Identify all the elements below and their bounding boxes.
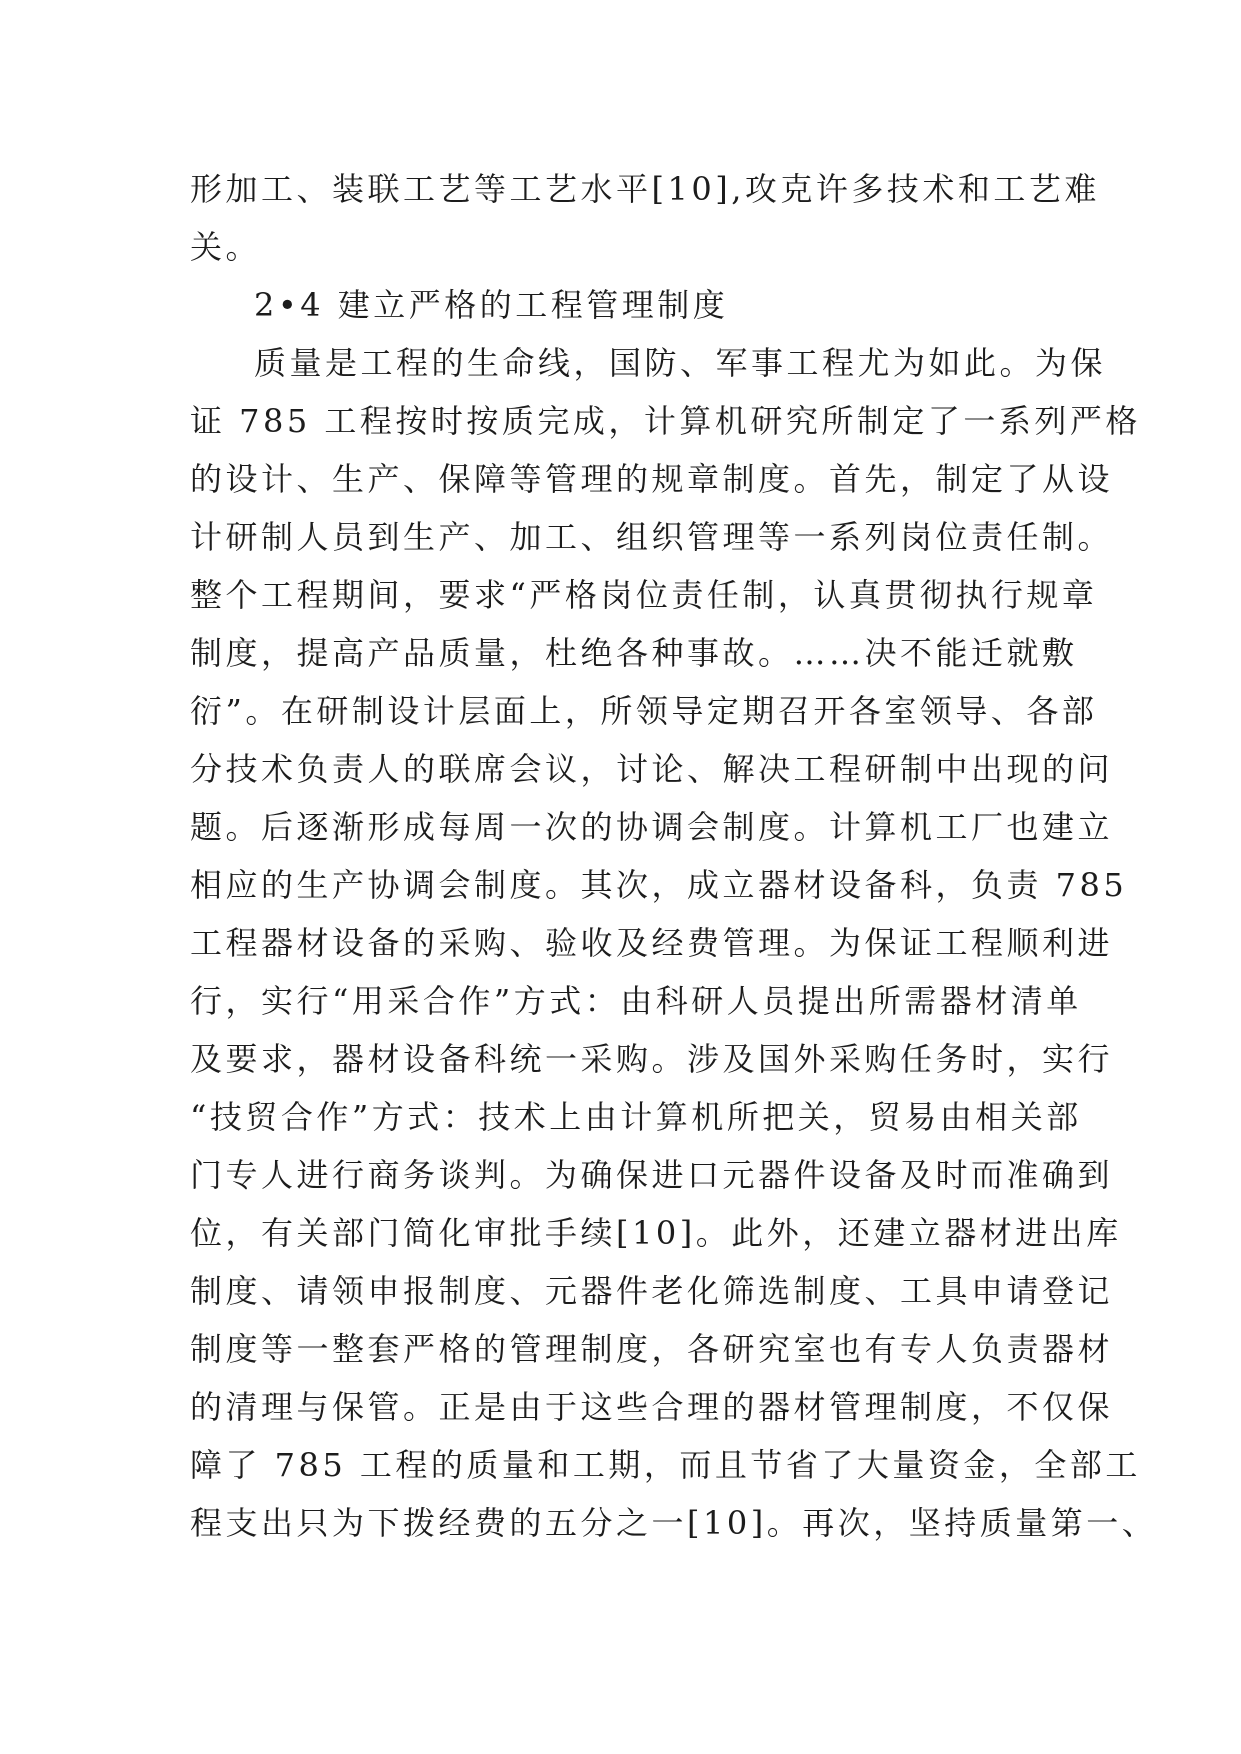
text-line: 证 785 工程按时按质完成，计算机研究所制定了一系列严格 (190, 402, 1141, 440)
text-line: 位，有关部门简化审批手续[10]。此外，还建立器材进出库 (190, 1214, 1122, 1252)
text-line: “技贸合作”方式：技术上由计算机所把关，贸易由相关部 (190, 1098, 1082, 1136)
paragraph-start-line: 质量是工程的生命线，国防、军事工程尤为如此。为保 (254, 344, 1107, 382)
text-line: 的设计、生产、保障等管理的规章制度。首先，制定了从设 (190, 460, 1114, 498)
text-line: 工程器材设备的采购、验收及经费管理。为保证工程顺利进 (190, 924, 1114, 962)
body-text (190, 160, 1158, 1552)
text-line: 制度等一整套严格的管理制度，各研究室也有专人负责器材 (190, 1330, 1114, 1368)
text-line: 障了 785 工程的质量和工期，而且节省了大量资金，全部工 (190, 1446, 1141, 1484)
text-line: 制度、请领申报制度、元器件老化筛选制度、工具申请登记 (190, 1272, 1114, 1310)
text-line: 程支出只为下拨经费的五分之一[10]。再次，坚持质量第一、 (190, 1504, 1158, 1542)
text-line: 计研制人员到生产、加工、组织管理等一系列岗位责任制。 (190, 518, 1114, 556)
text-line: 行，实行“用采合作”方式：由科研人员提出所需器材清单 (190, 982, 1082, 1020)
text-line: 制度，提高产品质量，杜绝各种事故。……决不能迁就敷 (190, 634, 1078, 672)
text-line: 的清理与保管。正是由于这些合理的器材管理制度，不仅保 (190, 1388, 1114, 1426)
text-line: 关。 (190, 228, 262, 266)
text-line: 门专人进行商务谈判。为确保进口元器件设备及时而准确到 (190, 1156, 1114, 1194)
text-line: 形加工、装联工艺等工艺水平[10],攻克许多技术和工艺难 (190, 170, 1100, 208)
text-line: 分技术负责人的联席会议，讨论、解决工程研制中出现的问 (190, 750, 1114, 788)
text-line: 相应的生产协调会制度。其次，成立器材设备科，负责 785 (190, 866, 1128, 904)
text-line: 衍”。在研制设计层面上，所领导定期召开各室领导、各部 (190, 692, 1098, 730)
text-line: 整个工程期间，要求“严格岗位责任制，认真贯彻执行规章 (190, 576, 1098, 614)
text-line: 及要求，器材设备科统一采购。涉及国外采购任务时，实行 (190, 1040, 1114, 1078)
section-heading: 2•4 建立严格的工程管理制度 (254, 286, 729, 324)
text-line: 题。后逐渐形成每周一次的协调会制度。计算机工厂也建立 (190, 808, 1114, 846)
